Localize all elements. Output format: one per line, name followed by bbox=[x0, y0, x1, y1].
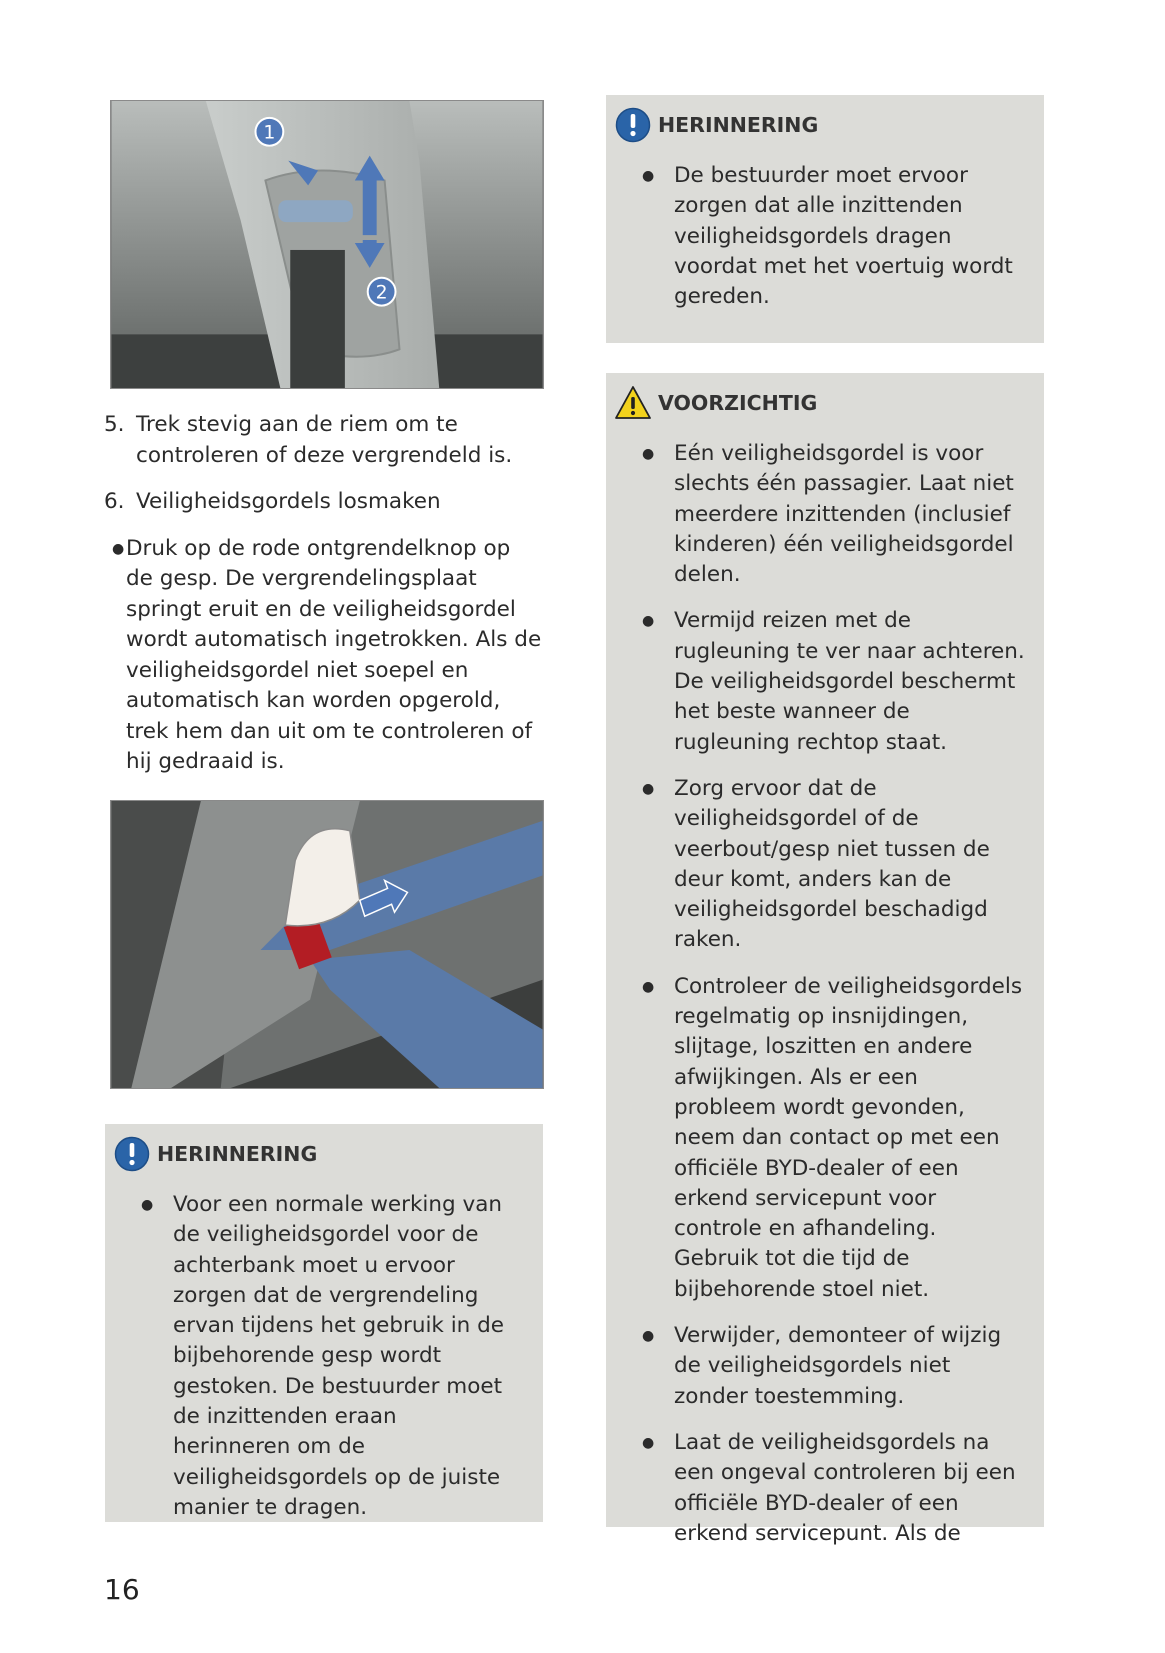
release-instruction bbox=[102, 534, 542, 778]
bullet-icon: ● bbox=[642, 1328, 655, 1345]
belt-adjuster-illustration bbox=[111, 101, 543, 388]
reminder-heading bbox=[113, 1136, 519, 1172]
bullet-icon: ● bbox=[112, 540, 125, 557]
release-instruction-text: Druk op de rode ontgrendelknop op de gesp. De vergrendelingsplaat springt eruit en de veiligheidsgordel wordt automatisch ingetrokken. Als de veiligheidsgordel niet soepel en automatisch kan worden opgerold, trek hem dan uit om te controleren of hij gedraaid is. bbox=[126, 535, 542, 774]
reminder-title: HERINNERING bbox=[157, 1142, 318, 1166]
list-item-text: De bestuurder moet ervoor zorgen dat alle inzittenden veiligheidsgordels dragen voordat met het voertuig wordt gereden. bbox=[674, 163, 1013, 310]
exclamation-icon bbox=[614, 107, 652, 143]
list-item bbox=[640, 1321, 1026, 1412]
reminder-title: HERINNERING bbox=[658, 113, 819, 137]
list-item-text: Zorg ervoor dat de veiligheidsgordel of de veerbout/gesp niet tussen de deur komt, anders kan de veiligheidsgordel beschadigd raken. bbox=[674, 775, 990, 953]
bullet-icon: ● bbox=[642, 1434, 655, 1451]
step-5 bbox=[102, 410, 542, 471]
callout-number-2: 2 bbox=[375, 281, 388, 304]
reminder-box-right bbox=[606, 95, 1044, 343]
release-button-illustration bbox=[111, 801, 543, 1088]
callout-number-1: 1 bbox=[263, 121, 276, 144]
figure-belt-height-adjuster bbox=[110, 100, 544, 389]
bullet-icon: ● bbox=[642, 446, 655, 462]
list-item bbox=[640, 606, 1026, 757]
reminder-list bbox=[614, 161, 1024, 312]
list-item bbox=[640, 774, 1026, 956]
list-item bbox=[640, 439, 1026, 590]
reminder-box-left bbox=[105, 1124, 543, 1522]
list-item-text: Voor een normale werking van de veiligheidsgordel voor de achterbank moet u ervoor zorgen dat de vergrendeling ervan tijdens het gebruik in de bijbehorende gesp wordt gestoken. De bestuurder moet de inzittenden eraan herinneren om de veiligheidsgordels op de juiste manier te dragen. bbox=[173, 1192, 505, 1520]
step-text: Veiligheidsgordels losmaken bbox=[136, 489, 441, 514]
step-number: 6. bbox=[104, 489, 125, 514]
list-item-text: Eén veiligheidsgordel is voor slechts één passagier. Laat niet meerdere inzittenden (inclusief kinderen) één veiligheidsgordel delen. bbox=[674, 441, 1014, 588]
list-item-text: Verwijder, demonteer of wijzig de veiligheidsgordels niet zonder toestemming. bbox=[674, 1323, 1002, 1409]
list-item bbox=[640, 1428, 1026, 1549]
bullet-icon: ● bbox=[141, 1197, 154, 1213]
caution-heading bbox=[614, 385, 1026, 421]
bullet-icon: ● bbox=[642, 168, 655, 184]
list-item-text: Laat de veiligheidsgordels na een ongeval controleren bij een officiële BYD-dealer of een erkend servicepunt. Als de bbox=[674, 1429, 1016, 1546]
exclamation-icon bbox=[113, 1136, 151, 1172]
step-6 bbox=[102, 487, 542, 518]
list-item bbox=[640, 972, 1026, 1305]
caution-list bbox=[614, 439, 1026, 1549]
list-item bbox=[139, 1190, 519, 1523]
reminder-heading bbox=[614, 107, 1024, 143]
instruction-steps bbox=[102, 410, 542, 778]
reminder-list bbox=[113, 1190, 519, 1523]
bullet-icon: ● bbox=[642, 780, 655, 797]
caution-title: VOORZICHTIG bbox=[658, 391, 818, 415]
warning-triangle-icon bbox=[614, 385, 652, 421]
list-item-text: Controleer de veiligheidsgordels regelmatig op insnijdingen, slijtage, loszitten en andere afwijkingen. Als er een probleem wordt gevonden, neem dan contact op met een officiële BYD-dealer of een erkend servicepunt voor controle en afhandeling. Gebruik tot die tijd de bijbehorende stoel niet. bbox=[674, 973, 1023, 1302]
page-number: 16 bbox=[104, 1573, 140, 1606]
figure-release-button bbox=[110, 800, 544, 1089]
caution-box bbox=[606, 373, 1044, 1546]
bullet-icon: ● bbox=[642, 978, 655, 995]
step-number: 5. bbox=[104, 412, 125, 437]
list-item bbox=[640, 161, 1024, 312]
step-text: Trek stevig aan de riem om te controleren of deze vergrendeld is. bbox=[136, 412, 513, 468]
list-item-text: Vermijd reizen met de rugleuning te ver naar achteren. De veiligheidsgordel beschermt het beste wanneer de rugleuning rechtop staat. bbox=[674, 608, 1025, 755]
bullet-icon: ● bbox=[642, 613, 655, 630]
